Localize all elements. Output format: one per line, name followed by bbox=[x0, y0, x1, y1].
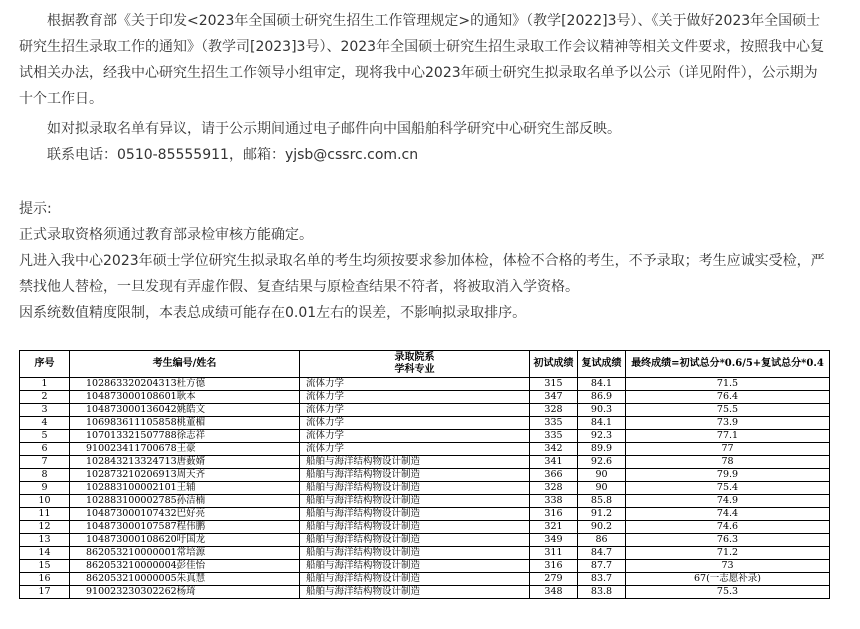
table-row bbox=[20, 534, 830, 547]
table-row bbox=[20, 378, 830, 391]
cell-id-name: 102883100002785孙洁楠 bbox=[70, 495, 300, 508]
table-row bbox=[20, 404, 830, 417]
cell-id-name: 862053210000004彭佳怡 bbox=[70, 560, 300, 573]
contact-info: 联系电话：0510-85555911，邮箱：yjsb@cssrc.com.cn bbox=[47, 147, 419, 163]
header-seq: 序号 bbox=[20, 351, 70, 378]
cell-major: 流体力学 bbox=[300, 417, 530, 430]
cell-final: 76.3 bbox=[626, 534, 830, 547]
cell-seq: 8 bbox=[20, 469, 70, 482]
table-row bbox=[20, 443, 830, 456]
cell-seq: 9 bbox=[20, 482, 70, 495]
cell-final: 73.9 bbox=[626, 417, 830, 430]
cell-major: 流体力学 bbox=[300, 404, 530, 417]
cell-final: 77 bbox=[626, 443, 830, 456]
cell-id-name: 104873000108601耿本 bbox=[70, 391, 300, 404]
table-row bbox=[20, 560, 830, 573]
cell-prelim: 366 bbox=[530, 469, 578, 482]
cell-retest: 83.7 bbox=[578, 573, 626, 586]
cell-major: 流体力学 bbox=[300, 391, 530, 404]
cell-prelim: 342 bbox=[530, 443, 578, 456]
cell-id-name: 102863320204313杜方德 bbox=[70, 378, 300, 391]
cell-major: 流体力学 bbox=[300, 378, 530, 391]
table-row bbox=[20, 508, 830, 521]
cell-retest: 92.3 bbox=[578, 430, 626, 443]
cell-retest: 90.3 bbox=[578, 404, 626, 417]
cell-id-name: 107013321507788徐志祥 bbox=[70, 430, 300, 443]
table-row bbox=[20, 417, 830, 430]
cell-final: 74.9 bbox=[626, 495, 830, 508]
cell-id-name: 102843213324713唐薮婿 bbox=[70, 456, 300, 469]
cell-final: 78 bbox=[626, 456, 830, 469]
cell-major: 船舶与海洋结构物设计制造 bbox=[300, 586, 530, 599]
cell-final: 76.4 bbox=[626, 391, 830, 404]
cell-prelim: 347 bbox=[530, 391, 578, 404]
table-row bbox=[20, 521, 830, 534]
cell-retest: 84.7 bbox=[578, 547, 626, 560]
table-row bbox=[20, 482, 830, 495]
table-row bbox=[20, 469, 830, 482]
header-major: 学科专业 bbox=[394, 364, 435, 375]
cell-prelim: 311 bbox=[530, 547, 578, 560]
tips-line-2: 凡进入我中心2023年硕士学位研究生拟录取名单的考生均须按要求参加体检，体检不合格的考生，不予录取；考生应诚实受检，严禁找他人替检，一旦发现有弄虚作假、复查结果与原检查结果不符者，将被取消入学资格。 bbox=[19, 253, 825, 295]
cell-seq: 3 bbox=[20, 404, 70, 417]
table-row bbox=[20, 456, 830, 469]
cell-major: 船舶与海洋结构物设计制造 bbox=[300, 482, 530, 495]
cell-final: 67(一志愿补录) bbox=[626, 573, 830, 586]
cell-seq: 2 bbox=[20, 391, 70, 404]
cell-retest: 90 bbox=[578, 482, 626, 495]
cell-prelim: 315 bbox=[530, 378, 578, 391]
cell-prelim: 348 bbox=[530, 586, 578, 599]
header-dept: 录取院系 bbox=[394, 352, 435, 363]
cell-seq: 15 bbox=[20, 560, 70, 573]
cell-id-name: 910023411700678王豪 bbox=[70, 443, 300, 456]
cell-seq: 13 bbox=[20, 534, 70, 547]
cell-retest: 92.6 bbox=[578, 456, 626, 469]
cell-major: 流体力学 bbox=[300, 443, 530, 456]
cell-major: 船舶与海洋结构物设计制造 bbox=[300, 534, 530, 547]
cell-seq: 11 bbox=[20, 508, 70, 521]
cell-seq: 17 bbox=[20, 586, 70, 599]
cell-id-name: 862053210000001常培源 bbox=[70, 547, 300, 560]
cell-major: 船舶与海洋结构物设计制造 bbox=[300, 521, 530, 534]
cell-seq: 1 bbox=[20, 378, 70, 391]
cell-seq: 16 bbox=[20, 573, 70, 586]
cell-seq: 14 bbox=[20, 547, 70, 560]
cell-major: 船舶与海洋结构物设计制造 bbox=[300, 469, 530, 482]
cell-seq: 10 bbox=[20, 495, 70, 508]
cell-id-name: 104873000108620吁国龙 bbox=[70, 534, 300, 547]
cell-seq: 7 bbox=[20, 456, 70, 469]
header-retest: 复试成绩 bbox=[578, 351, 626, 378]
cell-prelim: 316 bbox=[530, 560, 578, 573]
cell-major: 船舶与海洋结构物设计制造 bbox=[300, 547, 530, 560]
tips-title: 提示: bbox=[19, 201, 52, 217]
cell-retest: 91.2 bbox=[578, 508, 626, 521]
cell-retest: 84.1 bbox=[578, 417, 626, 430]
cell-id-name: 106983611105858桃董楣 bbox=[70, 417, 300, 430]
cell-final: 75.3 bbox=[626, 586, 830, 599]
cell-prelim: 316 bbox=[530, 508, 578, 521]
cell-id-name: 104873000107432巴好亮 bbox=[70, 508, 300, 521]
tips-line-1: 正式录取资格须通过教育部录检审核方能确定。 bbox=[19, 227, 313, 243]
tips-line-3: 因系统数值精度限制，本表总成绩可能存在0.01左右的误差，不影响拟录取排序。 bbox=[19, 305, 527, 321]
cell-id-name: 102883100002101王辅 bbox=[70, 482, 300, 495]
cell-id-name: 862053210000005朱真慧 bbox=[70, 573, 300, 586]
cell-seq: 4 bbox=[20, 417, 70, 430]
cell-seq: 6 bbox=[20, 443, 70, 456]
cell-retest: 84.1 bbox=[578, 378, 626, 391]
cell-retest: 90.2 bbox=[578, 521, 626, 534]
cell-final: 77.1 bbox=[626, 430, 830, 443]
cell-prelim: 335 bbox=[530, 417, 578, 430]
cell-major: 船舶与海洋结构物设计制造 bbox=[300, 495, 530, 508]
cell-major: 船舶与海洋结构物设计制造 bbox=[300, 560, 530, 573]
header-id-name: 考生编号/姓名 bbox=[70, 351, 300, 378]
cell-major: 船舶与海洋结构物设计制造 bbox=[300, 456, 530, 469]
table-row bbox=[20, 586, 830, 599]
table-row bbox=[20, 495, 830, 508]
cell-retest: 86.9 bbox=[578, 391, 626, 404]
cell-prelim: 338 bbox=[530, 495, 578, 508]
notice-paragraph-2: 如对拟录取名单有异议，请于公示期间通过电子邮件向中国船舶科学研究中心研究生部反映。 bbox=[47, 121, 621, 137]
cell-final: 74.6 bbox=[626, 521, 830, 534]
notice-paragraph-1: 根据教育部《关于印发<2023年全国硕士研究生招生工作管理规定>的通知》（教学[2022]3号）、《关于做好2023年全国硕士研究生招生录取工作的通知》（教学司[2023]3号）、2023年全国硕士研究生招生录取工作会议精神等相关文件要求，按照我中心复试相关办法，经我中心研究生招生工作领导小组审定，现将我中心2023年硕士研究生拟录取名单予以公示（详见附件），公示期为十个工作日。 bbox=[19, 13, 825, 107]
table-header-row bbox=[20, 351, 830, 378]
table-row bbox=[20, 547, 830, 560]
cell-major: 船舶与海洋结构物设计制造 bbox=[300, 573, 530, 586]
table-row bbox=[20, 430, 830, 443]
cell-final: 75.4 bbox=[626, 482, 830, 495]
cell-final: 75.5 bbox=[626, 404, 830, 417]
cell-retest: 90 bbox=[578, 469, 626, 482]
cell-id-name: 104873000107587程伟鹏 bbox=[70, 521, 300, 534]
cell-retest: 85.8 bbox=[578, 495, 626, 508]
cell-retest: 89.9 bbox=[578, 443, 626, 456]
table-row bbox=[20, 573, 830, 586]
header-dept-major bbox=[300, 351, 530, 378]
cell-retest: 83.8 bbox=[578, 586, 626, 599]
cell-retest: 87.7 bbox=[578, 560, 626, 573]
header-final: 最终成绩=初试总分*0.6/5+复试总分*0.4 bbox=[626, 351, 830, 378]
cell-retest: 86 bbox=[578, 534, 626, 547]
cell-id-name: 104873000136042姚皓文 bbox=[70, 404, 300, 417]
cell-final: 79.9 bbox=[626, 469, 830, 482]
cell-prelim: 349 bbox=[530, 534, 578, 547]
cell-prelim: 279 bbox=[530, 573, 578, 586]
cell-id-name: 910023230302262杨琦 bbox=[70, 586, 300, 599]
admission-table bbox=[19, 350, 830, 599]
cell-final: 73 bbox=[626, 560, 830, 573]
cell-prelim: 328 bbox=[530, 404, 578, 417]
cell-prelim: 328 bbox=[530, 482, 578, 495]
cell-final: 74.4 bbox=[626, 508, 830, 521]
cell-id-name: 102873210206913周天齐 bbox=[70, 469, 300, 482]
cell-prelim: 341 bbox=[530, 456, 578, 469]
header-prelim: 初试成绩 bbox=[530, 351, 578, 378]
cell-final: 71.2 bbox=[626, 547, 830, 560]
cell-major: 船舶与海洋结构物设计制造 bbox=[300, 508, 530, 521]
cell-seq: 5 bbox=[20, 430, 70, 443]
cell-seq: 12 bbox=[20, 521, 70, 534]
cell-final: 71.5 bbox=[626, 378, 830, 391]
cell-prelim: 335 bbox=[530, 430, 578, 443]
table-row bbox=[20, 391, 830, 404]
cell-prelim: 321 bbox=[530, 521, 578, 534]
cell-major: 流体力学 bbox=[300, 430, 530, 443]
